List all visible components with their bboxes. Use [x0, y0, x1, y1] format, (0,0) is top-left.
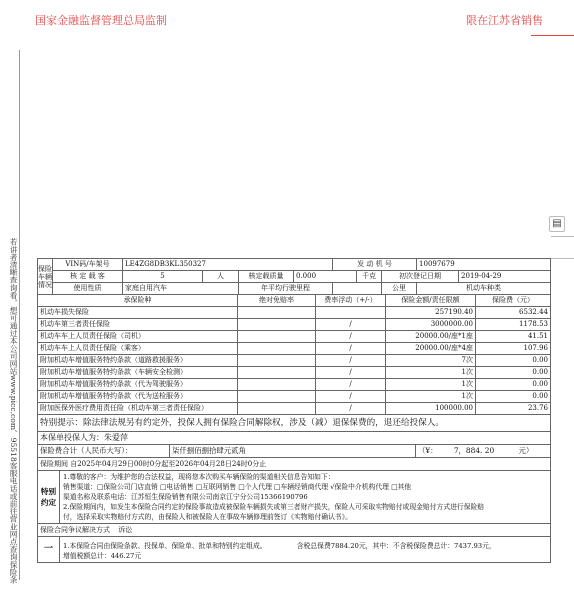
coverage-name: 附加机动车增值服务特约条款（代为驾驶服务）	[38, 379, 238, 391]
coverage-header-name: 承保险种	[38, 295, 238, 307]
coverage-rate-float: /	[316, 391, 386, 403]
seats-label: 核 定 载 客	[53, 271, 123, 283]
coverage-deductible	[238, 403, 316, 415]
special-line: 销售渠道：□保险公司门店直销 □电话销售 □互联网销售 □个人代理 □车辆经销商代理 √保险中介机构代理 □其他	[63, 483, 412, 491]
coverage-name: 机动车第三者责任保险	[38, 319, 238, 331]
coverage-header-deductible: 绝对免赔率	[238, 295, 316, 307]
summary-table	[37, 414, 551, 563]
mileage-unit: 公里	[382, 283, 417, 295]
coverage-deductible	[238, 343, 316, 355]
coverage-row	[38, 331, 551, 343]
coverage-row	[38, 319, 551, 331]
coverage-rate-float: /	[316, 379, 386, 391]
dispute-label: 保险合同争议解决方式	[40, 526, 110, 534]
side-tab-line	[551, 236, 574, 237]
usage-value: 家庭自用汽车	[123, 283, 239, 295]
regulator-label: 国家金融监督管理总局监制	[35, 14, 167, 27]
important-line	[63, 541, 547, 551]
load-label: 核定载质量	[239, 271, 294, 283]
coverage-amount: 7次	[386, 355, 476, 367]
special-notice: 特别提示：除法律法规另有约定外，投保人拥有保险合同解除权，涉及（减）退保保费的，退还给投保人。	[38, 415, 551, 432]
reg-date-value: 2019-04-29	[459, 271, 551, 283]
coverage-rate-float: /	[316, 403, 386, 415]
coverage-rate-float: /	[316, 355, 386, 367]
coverage-rate-float: /	[316, 343, 386, 355]
coverage-premium: 0.00	[476, 355, 551, 367]
coverage-premium: 0.00	[476, 367, 551, 379]
coverage-rate-float: /	[316, 367, 386, 379]
coverage-name: 附加机动车增值服务特约条款（代为送检服务）	[38, 391, 238, 403]
seats-value: 5	[123, 271, 203, 283]
dispute-resolution	[38, 524, 551, 537]
mileage-value	[333, 283, 382, 295]
total-label: 保险费合计（人民币大写）：	[38, 445, 170, 458]
mileage-label: 年平均行驶里程	[239, 283, 333, 295]
margin-line	[19, 50, 20, 580]
total-amount	[416, 445, 551, 458]
coverage-deductible	[238, 355, 316, 367]
coverage-deductible	[238, 319, 316, 331]
total-number: 7，884. 20	[453, 446, 495, 455]
coverage-deductible	[238, 331, 316, 343]
total-words: 柒仟捌佰捌拾肆元贰角	[170, 445, 416, 458]
vin-value: LE4ZG8DB3KL350327	[123, 259, 333, 271]
coverage-row	[38, 307, 551, 319]
important-label: 一	[38, 537, 60, 563]
coverage-rate-float: /	[316, 319, 386, 331]
policy-document	[37, 258, 550, 563]
type-label: 机动车种类	[417, 283, 551, 295]
coverage-amount: 20000.00/座*4座	[386, 343, 476, 355]
document-icon[interactable]: ▤	[549, 216, 565, 232]
coverage-deductible	[238, 307, 316, 319]
coverage-row	[38, 379, 551, 391]
special-line: 付，选择采取实物赔付方式的，由保险人和被保险人在事故车辆修理前签订《实物赔付确认书》。	[63, 513, 352, 521]
coverage-row	[38, 403, 551, 415]
sales-region-label: 限在江苏省销售	[466, 14, 543, 27]
policy-period: 保险期间 自2025年04月29日00时0分起至2026年04月28日24时0分止	[38, 458, 551, 471]
side-note: 若讲者清晰查询看，想可通过本公司网站www.picc.com、95518客服电话或前往营业网点查询保险条	[9, 238, 18, 584]
coverage-premium: 0.00	[476, 391, 551, 403]
engine-label: 发 动 机 号	[333, 259, 417, 271]
vehicle-table	[37, 258, 551, 295]
coverage-amount: 3000000.00	[386, 319, 476, 331]
header-divider	[531, 35, 574, 36]
coverage-deductible	[238, 391, 316, 403]
coverage-name: 附加机动车增值服务特约条款（道路救援服务）	[38, 355, 238, 367]
vehicle-section-label: 保险车辆情况	[38, 259, 53, 295]
coverage-row	[38, 355, 551, 367]
coverage-amount: 1次	[386, 367, 476, 379]
coverage-premium: 1178.53	[476, 319, 551, 331]
special-line: 1.尊敬的客户：为维护您的合法权益，现将您本次购买车辆保险的渠道相关信息告知如下：	[63, 473, 335, 481]
coverage-header-premium: 保险费（元）	[476, 295, 551, 307]
engine-value: 10097679	[417, 259, 551, 271]
coverage-rate-float: /	[316, 331, 386, 343]
dispute-value: 诉讼	[118, 526, 133, 534]
coverage-amount: 100000.00	[386, 403, 476, 415]
load-unit: 千克	[357, 271, 382, 283]
special-terms	[60, 471, 551, 524]
coverage-premium: 6532.44	[476, 307, 551, 319]
insured-label: 本保单投保人为：朱爱萍	[38, 432, 551, 445]
load-value: 0.000	[294, 271, 357, 283]
usage-label: 使用性质	[53, 283, 123, 295]
coverage-premium: 41.51	[476, 331, 551, 343]
important-line-1: 1.本保险合同由保险条款、投保单、保险单、批单和特别约定组成。	[63, 542, 267, 550]
coverage-deductible	[238, 367, 316, 379]
coverage-amount: 20000.00/座*1座	[386, 331, 476, 343]
coverage-table	[37, 294, 551, 415]
important-terms	[60, 537, 551, 563]
total-unit: 元）	[518, 446, 534, 455]
special-terms-label: 特别约定	[38, 471, 60, 524]
coverage-name: 附加医保外医疗费用责任险（机动车第三者责任保险）	[38, 403, 238, 415]
coverage-amount: 1次	[386, 379, 476, 391]
coverage-row	[38, 367, 551, 379]
coverage-deductible	[238, 379, 316, 391]
vin-label: VIN码/车架号	[53, 259, 123, 271]
reg-date-label: 初次登记日期	[382, 271, 459, 283]
coverage-row	[38, 391, 551, 403]
side-tab-line	[551, 258, 574, 259]
coverage-premium: 0.00	[476, 379, 551, 391]
coverage-premium: 107.96	[476, 343, 551, 355]
coverage-amount: 257190.40	[386, 307, 476, 319]
coverage-rate-float	[316, 307, 386, 319]
coverage-premium: 23.76	[476, 403, 551, 415]
coverage-name: 机动车车上人员责任保险（司机）	[38, 331, 238, 343]
seats-unit: 人	[203, 271, 239, 283]
coverage-name: 机动车损失保险	[38, 307, 238, 319]
important-line-2: 增值税额总计：446.27元	[63, 552, 142, 560]
coverage-name: 附加机动车增值服务特约条款（车辆安全检测）	[38, 367, 238, 379]
total-symbol: （¥：	[418, 446, 438, 455]
coverage-amount: 1次	[386, 391, 476, 403]
coverage-header-rate-float: 费率浮动（+/-）	[316, 295, 386, 307]
coverage-row	[38, 343, 551, 355]
coverage-name: 机动车车上人员责任保险（乘客）	[38, 343, 238, 355]
special-line: 2.保险期间内，如发生本保险合同约定的保险事故造成被保险车辆损失或第三者财产损失，保险人可采取实物赔付或现金赔付方式进行保险赔	[63, 503, 485, 511]
coverage-header-amount: 保险金额/责任限额	[386, 295, 476, 307]
special-line: 渠道名称及联系电话：江苏恒生保险销售有限公司南京江宁分公司15366190796	[63, 493, 308, 501]
important-line-1b: 含税总保费7884.20元，其中：不含税保险费总计：7437.93元，	[296, 542, 496, 550]
